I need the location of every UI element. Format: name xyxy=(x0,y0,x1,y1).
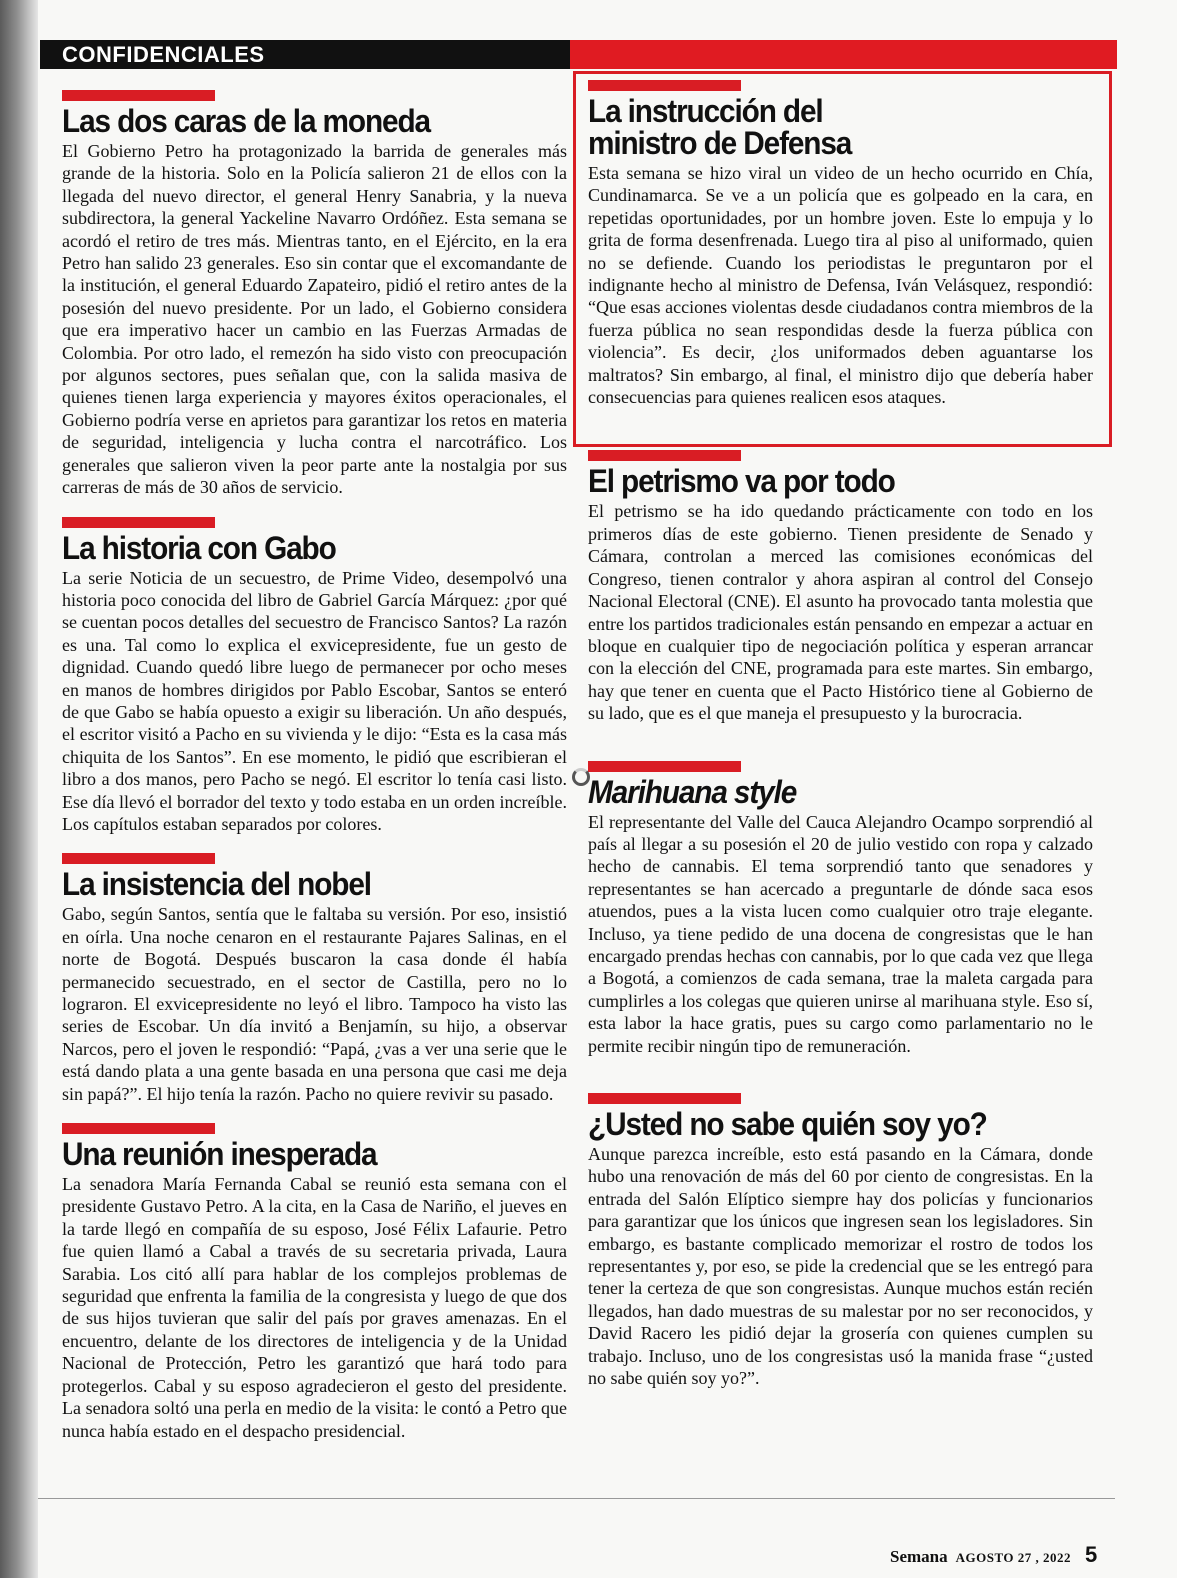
article-title: ¿Usted no sabe quién soy yo? xyxy=(588,1106,987,1142)
article-insistencia-nobel xyxy=(62,853,567,1105)
left-column xyxy=(62,88,567,1442)
article-body: Gabo, según Santos, sentía que le faltaba su versión. Por eso, insistió en oírla. Una noche cenaron en el restaurante Pajares Salinas, en el norte de Bogotá. Después buscaron la casa donde él había permanecido secuestrado, en el sector de Castilla, pero no lo lograron. El exvicepresidente no leyó el libro. Tampoco ha visto las series de Escobar. Un día invitó a Benjamín, su hijo, a observar Narcos, pero el joven le respondió: “Papá, ¿vas a ver una serie que le está dando plata a una gente basada en una persona que casi me deja sin papá?”. El hijo tenía la razón. Pacho no quiere revivir su pasado. xyxy=(62,904,567,1104)
footer-magazine-name: Semana xyxy=(890,1547,948,1566)
article-title: El petrismo va por todo xyxy=(588,463,895,500)
loading-spinner-icon xyxy=(572,768,590,786)
article-marihuana-style xyxy=(588,761,1093,1057)
page-footer xyxy=(890,1542,1097,1568)
article-accent-bar xyxy=(62,90,215,101)
article-accent-bar xyxy=(588,1093,741,1104)
article-body: La senadora María Fernanda Cabal se reunió esta semana con el presidente Gustavo Petro. A la cita, en la Casa de Nariño, el jueves en la tarde llegó en compañía de su esposo, José Félix Lafaurie. Petro fue quien llamó a Cabal a través de su secretaria privada, Laura Sarabia. Los citó allí para hablar de los complejos problemas de seguridad que enfrenta la familia de la congresista y luego de que dos de sus hijos tuvieran que salir del país por graves amenazas. En el encuentro, delante de los directores de inteligencia y de la Unidad Nacional de Protección, Petro les garantizó que hará todo para protegerlos. Cabal y su esposo agradecieron el gesto del presidente. La senadora soltó una perla en medio de la visita: le contó a Petro que nunca había estado en el despacho presidencial. xyxy=(62,1174,567,1441)
article-historia-gabo xyxy=(62,517,567,836)
article-accent-bar xyxy=(62,1123,215,1134)
article-accent-bar xyxy=(588,761,741,772)
page-bottom-rule xyxy=(38,1498,1115,1499)
article-body: La serie Noticia de un secuestro, de Prime Video, desempolvó una historia poco conocida del libro de Gabriel García Márquez: ¿por qué se cuentan pocos detalles del secuestro de Francisco Santos? La razón es una. Tal como lo explica el exvicepresidente, fue un gesto de dignidad. Cuando quedó libre luego de permanecer por ocho meses en manos de hombres dirigidos por Pablo Escobar, Santos se enteró de que Gabo se había opuesto a exigir su liberación. Un año después, el escritor visitó a Pacho en su vivienda y le dijo: “Esta es la casa más chiquita de los Santos”. En ese momento, le pidió que escribieran el libro a dos manos, pero Pacho se negó. El escritor lo tenía casi listo. Ese día llevó el borrador del texto y todo estaba en un orden increíble. Los capítulos estaban separados por colores. xyxy=(62,567,567,834)
article-title: La insistencia del nobel xyxy=(62,866,371,903)
article-petrismo xyxy=(588,450,1093,724)
page-spine-shadow xyxy=(0,0,38,1578)
article-body: Aunque parezca increíble, esto está pasando en la Cámara, donde hubo una renovación de más del 60 por ciento de congresistas. En la entrada del Salón Elíptico siempre hay dos policías y funcionarios para garantizar que los únicos que ingresen sean los legisladores. Sin embargo, es bastante complicado memorizar el rostro de todos los representantes y, por eso, se pide la credencial que se les entregó para tener la certeza de que son congresistas. Aunque muchos están recién llegados, han dado muestras de su malestar por no ser reconocidos, y David Racero les pidió dejar la grosería con quienes cumplen su trabajo. Incluso, uno de los congresistas usó la manida frase “¿usted no sabe quién soy yo?”. xyxy=(588,1144,1093,1389)
article-accent-bar xyxy=(588,80,741,91)
article-instruccion-ministro xyxy=(588,80,1093,408)
article-title: La instrucción del ministro de Defensa xyxy=(588,93,852,161)
article-title: La historia con Gabo xyxy=(62,529,336,566)
article-usted-no-sabe xyxy=(588,1093,1093,1389)
article-body: El Gobierno Petro ha protagonizado la barrida de generales más grande de la historia. Solo en la Policía salieron 21 de ellos con la llegada del nuevo director, el general Henry Sanabria, y la nueva subdirectora, la general Yackeline Navarro Ordóñez. Esta semana se acordó el retiro de tres más. Mientras tanto, en el Ejército, en la era Petro han salido 23 generales. Eso sin contar que el excomandante de la institución, el general Eduardo Zapateiro, pidió el retiro antes de la posesión del nuevo presidente. Por un lado, el Gobierno considera que era imperativo hacer un cambio en las Fuerzas Armadas de Colombia. Por otro lado, el remezón ha sido visto con preocupación por algunos sectores, pues señalan que, con la salida masiva de quienes tienen larga experiencia y mayores éxitos operacionales, el Gobierno podría verse en aprietos para garantizar los retos en materia de seguridad, inteligencia y lucha contra el narcotráfico. Los generales que salieron viven la peor parte ante la nostalgia por sus carreras de más de 30 años de servicio. xyxy=(62,141,567,498)
article-accent-bar xyxy=(62,853,215,864)
article-reunion-inesperada xyxy=(62,1123,567,1442)
section-header-label: CONFIDENCIALES xyxy=(40,40,570,69)
footer-date: AGOSTO 27 , 2022 xyxy=(955,1550,1072,1565)
article-body: El petrismo se ha ido quedando prácticamente con todo en los primeros días de este gobierno. Tienen presidente de Senado y Cámara, controlan a merced las comisiones económicas del Congreso, tienen contralor y ahora aspiran al control del Consejo Nacional Electoral (CNE). El asunto ha provocado tanta molestia que entre los partidos tradicionales están pensando en empezar a actuar en bloque en cualquier tipo de negociación política y esperan arrancar con la elección del CNE, programada para este martes. Sin embargo, hay que tener en cuenta que el Pacto Histórico tiene al Gobierno de su lado, que es el que maneja el presupuesto y la burocracia. xyxy=(588,501,1093,724)
article-title: Una reunión inesperada xyxy=(62,1136,377,1173)
article-las-dos-caras xyxy=(62,90,567,499)
article-body: El representante del Valle del Cauca Alejandro Ocampo sorprendió al país al llegar a su posesión el 20 de julio vestido con ropa y calzado hecho de cannabis. El tema sorprendió tanto que senadores y representantes se han acercado a preguntarle de dónde saca esos atuendos, pues a la vista lucen como cualquier otro traje elegante. Incluso, ya tiene pedido de una docena de congresistas que le han encargado prendas hechas con cannabis, por lo que cada vez que llega a Bogotá, a comienzos de cada semana, trae la maleta cargada para cumplirles a los colegas que quieren unirse al marihuana style. Eso sí, esta labor la hace gratis, pues su cargo como parlamentario no le permite recibir ningún tipo de remuneración. xyxy=(588,811,1093,1056)
footer-page-number: 5 xyxy=(1085,1542,1098,1567)
article-title: Las dos caras de la moneda xyxy=(62,103,430,139)
article-accent-bar xyxy=(588,450,741,461)
right-column xyxy=(588,80,1093,1389)
article-title: Marihuana style xyxy=(588,773,797,810)
article-body: Esta semana se hizo viral un video de un hecho ocurrido en Chía, Cundinamarca. Se ve a un policía que es golpeado en la cara, en repetidas oportunidades, por un hombre joven. Este lo empuja y lo grita de forma desenfrenada. Luego tira al piso al uniformado, quien no se defiende. Cuando los periodistas le preguntaron por el indignante hecho al ministro de Defensa, Iván Velásquez, respondió: “Que esas acciones violentas desde ciudadanos contra miembros de la fuerza pública no sean respondidas desde la fuerza pública con violencia”. Es decir, ¿los uniformados deben aguantarse los maltratos? Sin embargo, al final, el ministro dijo que debería haber consecuencias para quienes realicen esos ataques. xyxy=(588,163,1093,408)
article-accent-bar xyxy=(62,517,215,528)
